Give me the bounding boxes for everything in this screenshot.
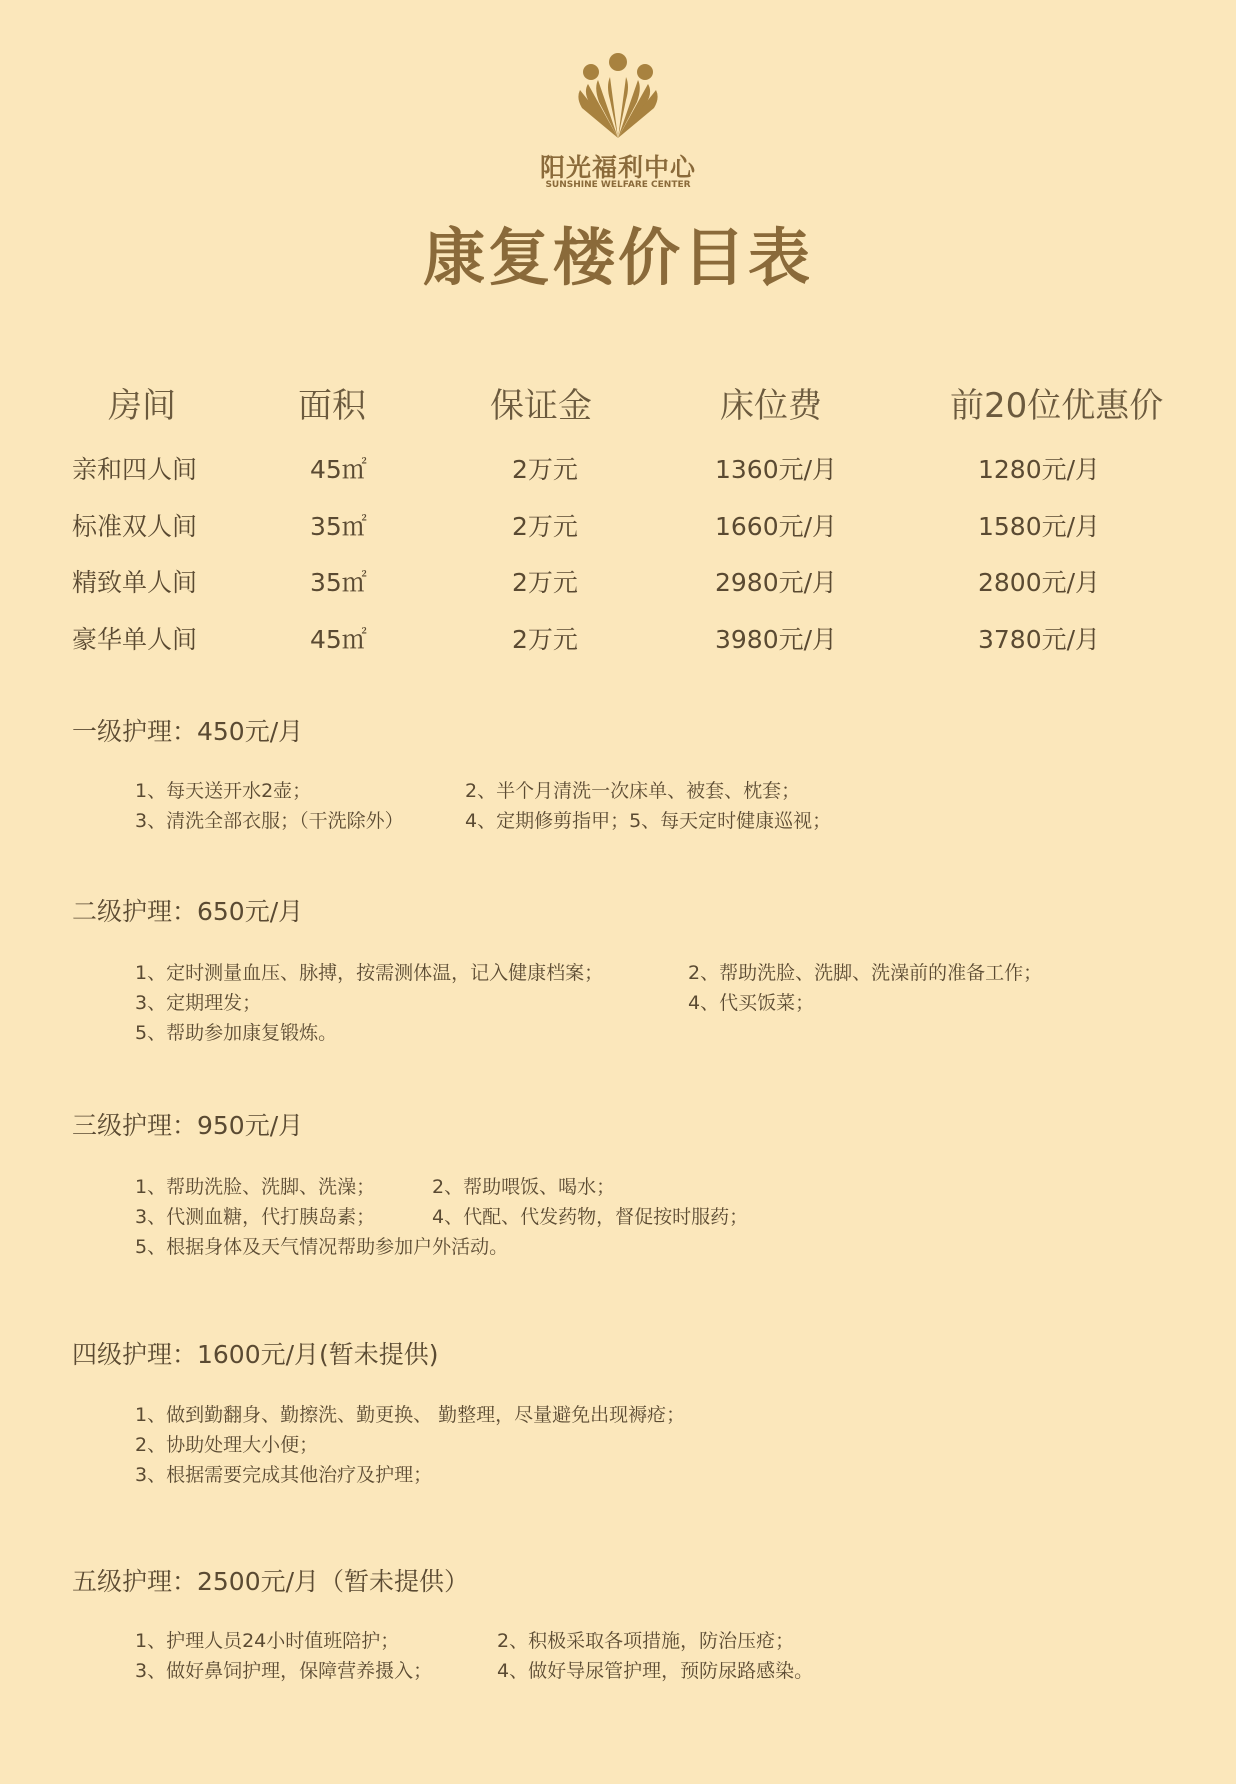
- care-item: 2、帮助喂饭、喝水；: [432, 1176, 616, 1198]
- table-row: [0, 507, 1236, 547]
- room-bed-fee: 1660元/月: [715, 512, 838, 541]
- care-level-5-title: 五级护理：2500元/月（暂未提供）: [72, 1567, 470, 1596]
- care-item: 3、代测血糖，代打胰岛素；: [135, 1206, 376, 1228]
- room-deposit: 2万元: [512, 625, 578, 654]
- table-row: [0, 620, 1236, 660]
- page-title: 康复楼价目表: [422, 221, 813, 294]
- care-level-4-title: 四级护理：1600元/月(暂未提供): [72, 1340, 439, 1369]
- header-bed-fee: 床位费: [720, 386, 822, 426]
- room-deposit: 2万元: [512, 512, 578, 541]
- care-item: 1、定时测量血压、脉搏，按需测体温，记入健康档案；: [135, 962, 604, 984]
- header-discount-price: 前20位优惠价: [950, 386, 1164, 426]
- room-deposit: 2万元: [512, 455, 578, 484]
- room-bed-fee: 2980元/月: [715, 568, 838, 597]
- header-room: 房间: [108, 386, 176, 426]
- room-discount: 1280元/月: [978, 455, 1101, 484]
- care-level-3-title: 三级护理：950元/月: [72, 1111, 304, 1140]
- room-discount: 1580元/月: [978, 512, 1101, 541]
- care-item: 5、根据身体及天气情况帮助参加户外活动。: [135, 1236, 509, 1258]
- care-item: 1、护理人员24小时值班陪护；: [135, 1630, 400, 1652]
- care-item: 4、代买饭菜；: [688, 992, 815, 1014]
- room-area: 45㎡: [310, 625, 367, 654]
- room-area: 45㎡: [310, 455, 367, 484]
- table-row: [0, 563, 1236, 603]
- room-area: 35㎡: [310, 512, 367, 541]
- care-level-2-title: 二级护理：650元/月: [72, 897, 304, 926]
- room-bed-fee: 3980元/月: [715, 625, 838, 654]
- logo-name-en: SUNSHINE WELFARE CENTER: [545, 180, 691, 190]
- care-level-1-title: 一级护理：450元/月: [72, 717, 304, 746]
- room-discount: 2800元/月: [978, 568, 1101, 597]
- care-item: 4、定期修剪指甲；5、每天定时健康巡视；: [465, 810, 832, 832]
- room-deposit: 2万元: [512, 568, 578, 597]
- care-item: 4、代配、代发药物，督促按时服药；: [432, 1206, 749, 1228]
- care-item: 2、半个月清洗一次床单、被套、枕套；: [465, 780, 801, 802]
- room-name: 标准双人间: [72, 512, 198, 541]
- header-area: 面积: [298, 386, 366, 426]
- header-deposit: 保证金: [490, 386, 592, 426]
- table-row: [0, 450, 1236, 490]
- care-item: 4、做好导尿管护理，预防尿路感染。: [497, 1660, 814, 1682]
- care-item: 3、根据需要完成其他治疗及护理；: [135, 1464, 433, 1486]
- care-item: 1、帮助洗脸、洗脚、洗澡；: [135, 1176, 376, 1198]
- logo-name-cn: 阳光福利中心: [539, 153, 696, 182]
- care-item: 3、定期理发；: [135, 992, 262, 1014]
- logo: [538, 50, 698, 195]
- room-name: 亲和四人间: [72, 455, 198, 484]
- logo-emblem-icon: [568, 50, 668, 145]
- care-item: 2、积极采取各项措施，防治压疮；: [497, 1630, 795, 1652]
- care-item: 5、帮助参加康复锻炼。: [135, 1022, 338, 1044]
- care-item: 1、做到勤翻身、勤擦洗、勤更换、 勤整理，尽量避免出现褥疮；: [135, 1404, 686, 1426]
- room-name: 精致单人间: [72, 568, 198, 597]
- room-area: 35㎡: [310, 568, 367, 597]
- room-discount: 3780元/月: [978, 625, 1101, 654]
- care-item: 1、每天送开水2壶；: [135, 780, 312, 802]
- care-item: 3、清洗全部衣服；（干洗除外）: [135, 810, 404, 832]
- care-item: 2、协助处理大小便；: [135, 1434, 319, 1456]
- room-name: 豪华单人间: [72, 625, 198, 654]
- room-bed-fee: 1360元/月: [715, 455, 838, 484]
- care-item: 3、做好鼻饲护理，保障营养摄入；: [135, 1660, 433, 1682]
- care-item: 2、帮助洗脸、洗脚、洗澡前的准备工作；: [688, 962, 1043, 984]
